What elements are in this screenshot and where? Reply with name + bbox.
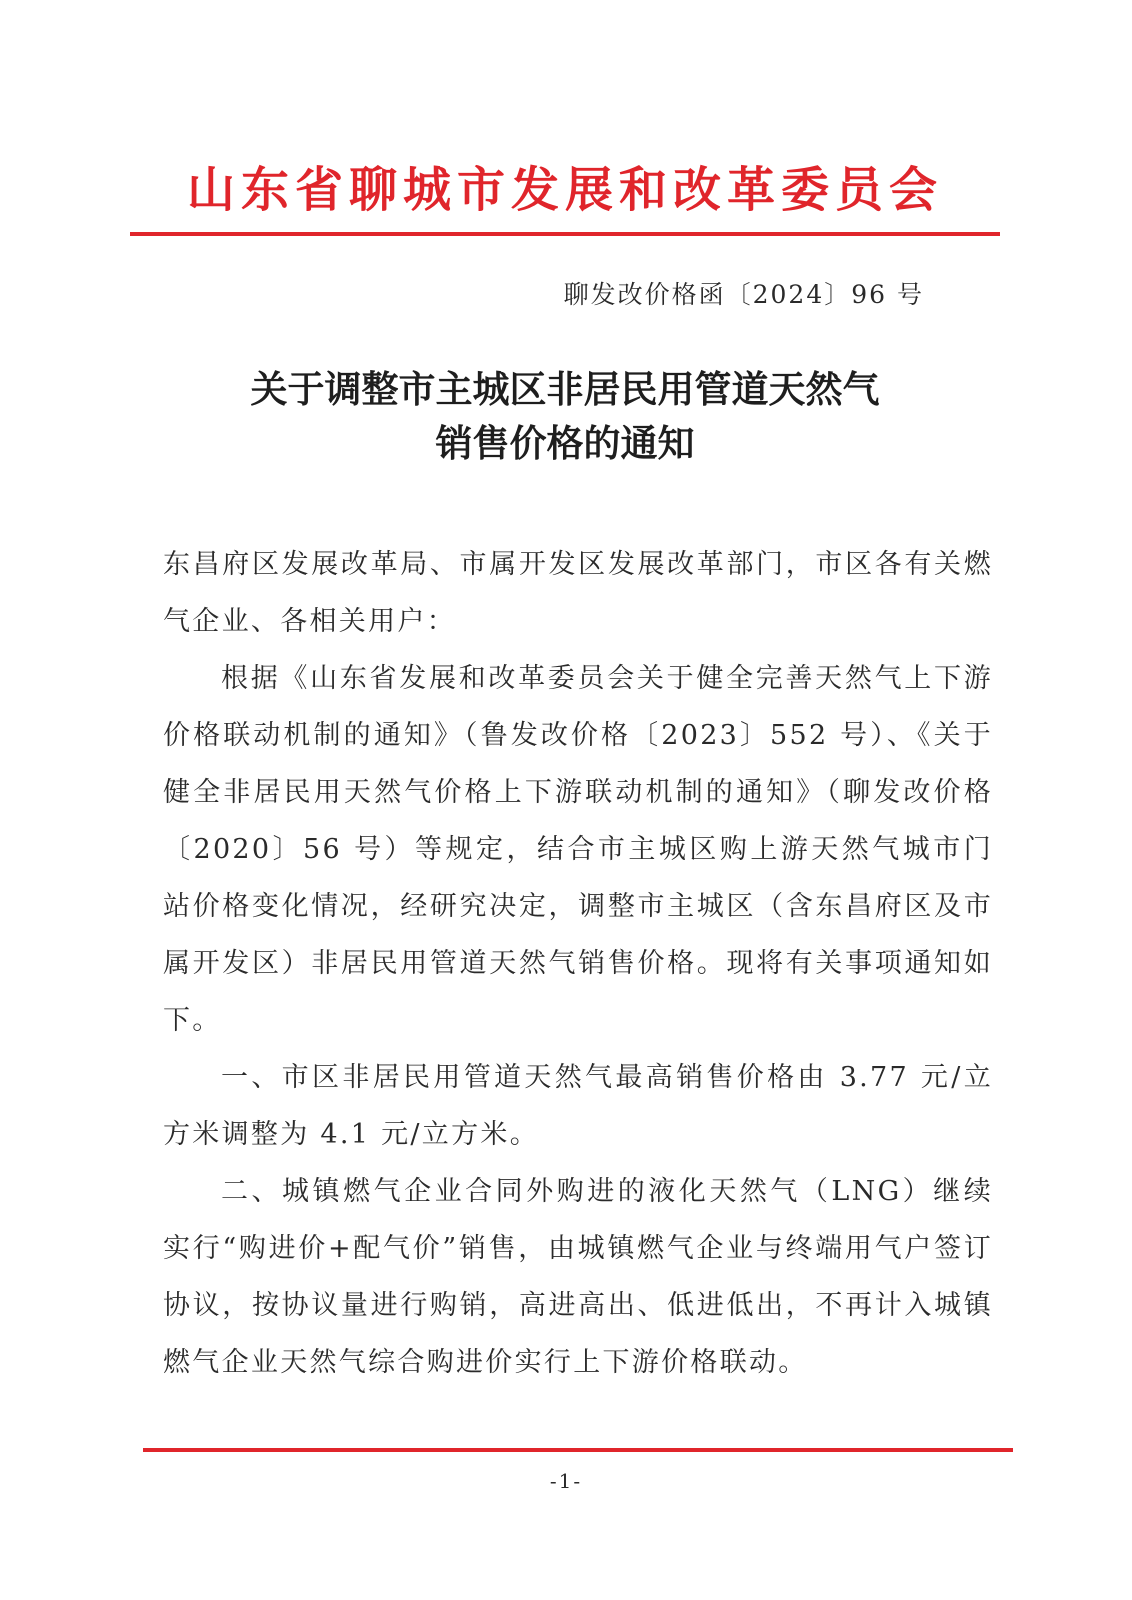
paragraph-item-1: 一、市区非居民用管道天然气最高销售价格由 3.77 元/立方米调整为 4.1 元/立方米。 [163,1062,993,1150]
footer-red-rule [143,1448,1013,1452]
document-body [163,536,993,1391]
header-red-rule [130,232,1000,236]
document-number: 聊发改价格函〔2024〕96 号 [563,280,924,309]
paragraph-item-2: 二、城镇燃气企业合同外购进的液化天然气（LNG）继续实行“购进价+配气价”销售，由城镇燃气企业与终端用气户签订协议，按协议量进行购销，高进高出、低进低出，不再计入城镇燃气企业天然气综合购进价实行上下游价格联动。 [163,1176,993,1378]
page-number: -1- [549,1469,583,1493]
salutation: 东昌府区发展改革局、市属开发区发展改革部门，市区各有关燃气企业、各相关用户： [163,549,993,637]
document-title [130,362,1000,470]
title-line-1: 关于调整市主城区非居民用管道天然气 [250,367,880,411]
title-line-2: 销售价格的通知 [435,421,695,465]
paragraph-basis: 根据《山东省发展和改革委员会关于健全完善天然气上下游价格联动机制的通知》（鲁发改价格〔2023〕552 号）、《关于健全非居民用天然气价格上下游联动机制的通知》（聊发改价格〔2020〕56 号）等规定，结合市主城区购上游天然气城市门站价格变化情况，经研究决定，调整市主城区（含东昌府区及市属开发区）非居民用管道天然气销售价格。现将有关事项通知如下。 [163,663,993,1036]
issuer-masthead: 山东省聊城市发展和改革委员会 [186,162,943,218]
